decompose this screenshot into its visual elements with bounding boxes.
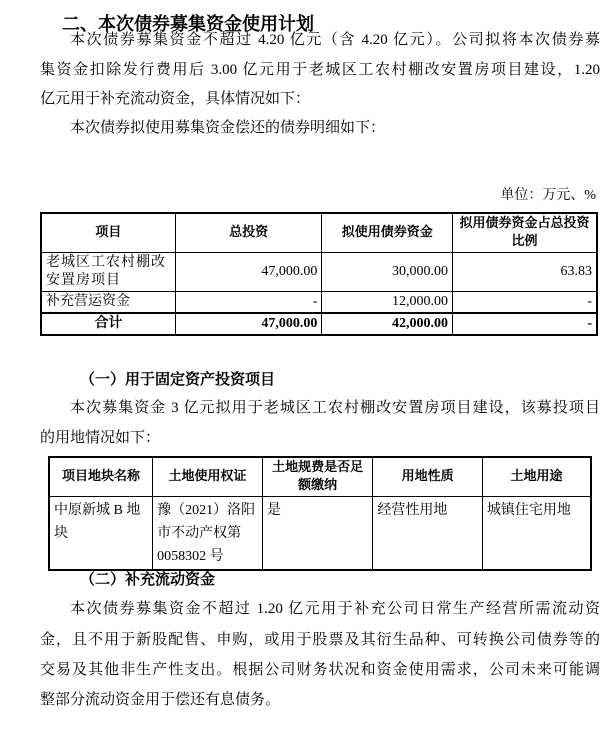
header-cell: 项目	[41, 213, 175, 253]
intro-line-1: 本次债券募集资金不超过 4.20 亿元（含 4.20 亿元）。公司拟将本次债券募	[70, 32, 600, 48]
cell: 42,000.00	[322, 313, 453, 335]
header-cell: 土地规费是否足额缴纳	[262, 457, 373, 497]
cell: -	[453, 313, 597, 335]
section1-heading: （一）用于固定资产投资项目	[80, 370, 276, 388]
header-cell: 用地性质	[373, 457, 483, 497]
cell: 豫（2021）洛阳市不动产权第 0058302 号	[153, 497, 263, 571]
table-row	[49, 497, 591, 571]
cell: 城镇住宅用地	[482, 497, 591, 571]
cell: 中原新城 B 地块	[49, 497, 153, 571]
table-row	[41, 253, 597, 292]
table-header-row	[41, 213, 597, 253]
section2-line-1: 本次债券募集资金不超过 1.20 亿元用于补充公司日常生产经营所需流动资	[70, 601, 600, 617]
section-title: 二、本次债券募集资金使用计划	[62, 14, 314, 35]
cell: -	[453, 292, 597, 314]
cell: 是	[262, 497, 373, 571]
section2-line-4: 整部分流动资金用于偿还有息债务。	[40, 692, 281, 708]
section2-line-3: 交易及其他非生产性支出。根据公司财务状况和资金使用需求，公司未来可能调	[40, 662, 600, 678]
header-cell: 土地使用权证	[153, 457, 263, 497]
unit-label: 单位：万元、%	[500, 188, 596, 203]
header-cell: 土地用途	[482, 457, 591, 497]
header-cell: 拟用债券资金占总投资比例	[453, 213, 597, 253]
intro-line-3: 亿元用于补充流动资金，具体情况如下：	[40, 91, 311, 107]
cell: 63.83	[453, 253, 597, 292]
intro-line-2: 集资金扣除发行费用后 3.00 亿元用于老城区工农村棚改安置房项目建设，1.20	[40, 62, 600, 78]
land-use-table	[48, 456, 592, 571]
cell: 合计	[41, 313, 175, 335]
cell: 补充营运资金	[41, 292, 175, 314]
cell: 47,000.00	[175, 253, 322, 292]
table-row	[41, 292, 597, 314]
section1-line-2: 的用地情况如下：	[40, 430, 161, 446]
header-cell: 项目地块名称	[49, 457, 153, 497]
intro-line-4: 本次债券拟使用募集资金偿还的债券明细如下：	[70, 120, 386, 136]
cell: 经营性用地	[373, 497, 483, 571]
table-total-row	[41, 313, 597, 335]
cell: 老城区工农村棚改安置房项目	[41, 253, 175, 292]
cell: 30,000.00	[322, 253, 453, 292]
header-cell: 拟使用债券资金	[322, 213, 453, 253]
section1-line-1: 本次募集资金 3 亿元拟用于老城区工农村棚改安置房项目建设，该募投项目	[70, 400, 600, 416]
section2-heading: （二）补充流动资金	[80, 570, 216, 588]
header-cell: 总投资	[175, 213, 322, 253]
cell: -	[175, 292, 322, 314]
section2-line-2: 金，且不用于新股配售、申购，或用于股票及其衍生品种、可转换公司债券等的	[40, 632, 600, 648]
table-header-row	[49, 457, 591, 497]
bond-funds-table	[40, 212, 598, 336]
cell: 12,000.00	[322, 292, 453, 314]
cell: 47,000.00	[175, 313, 322, 335]
